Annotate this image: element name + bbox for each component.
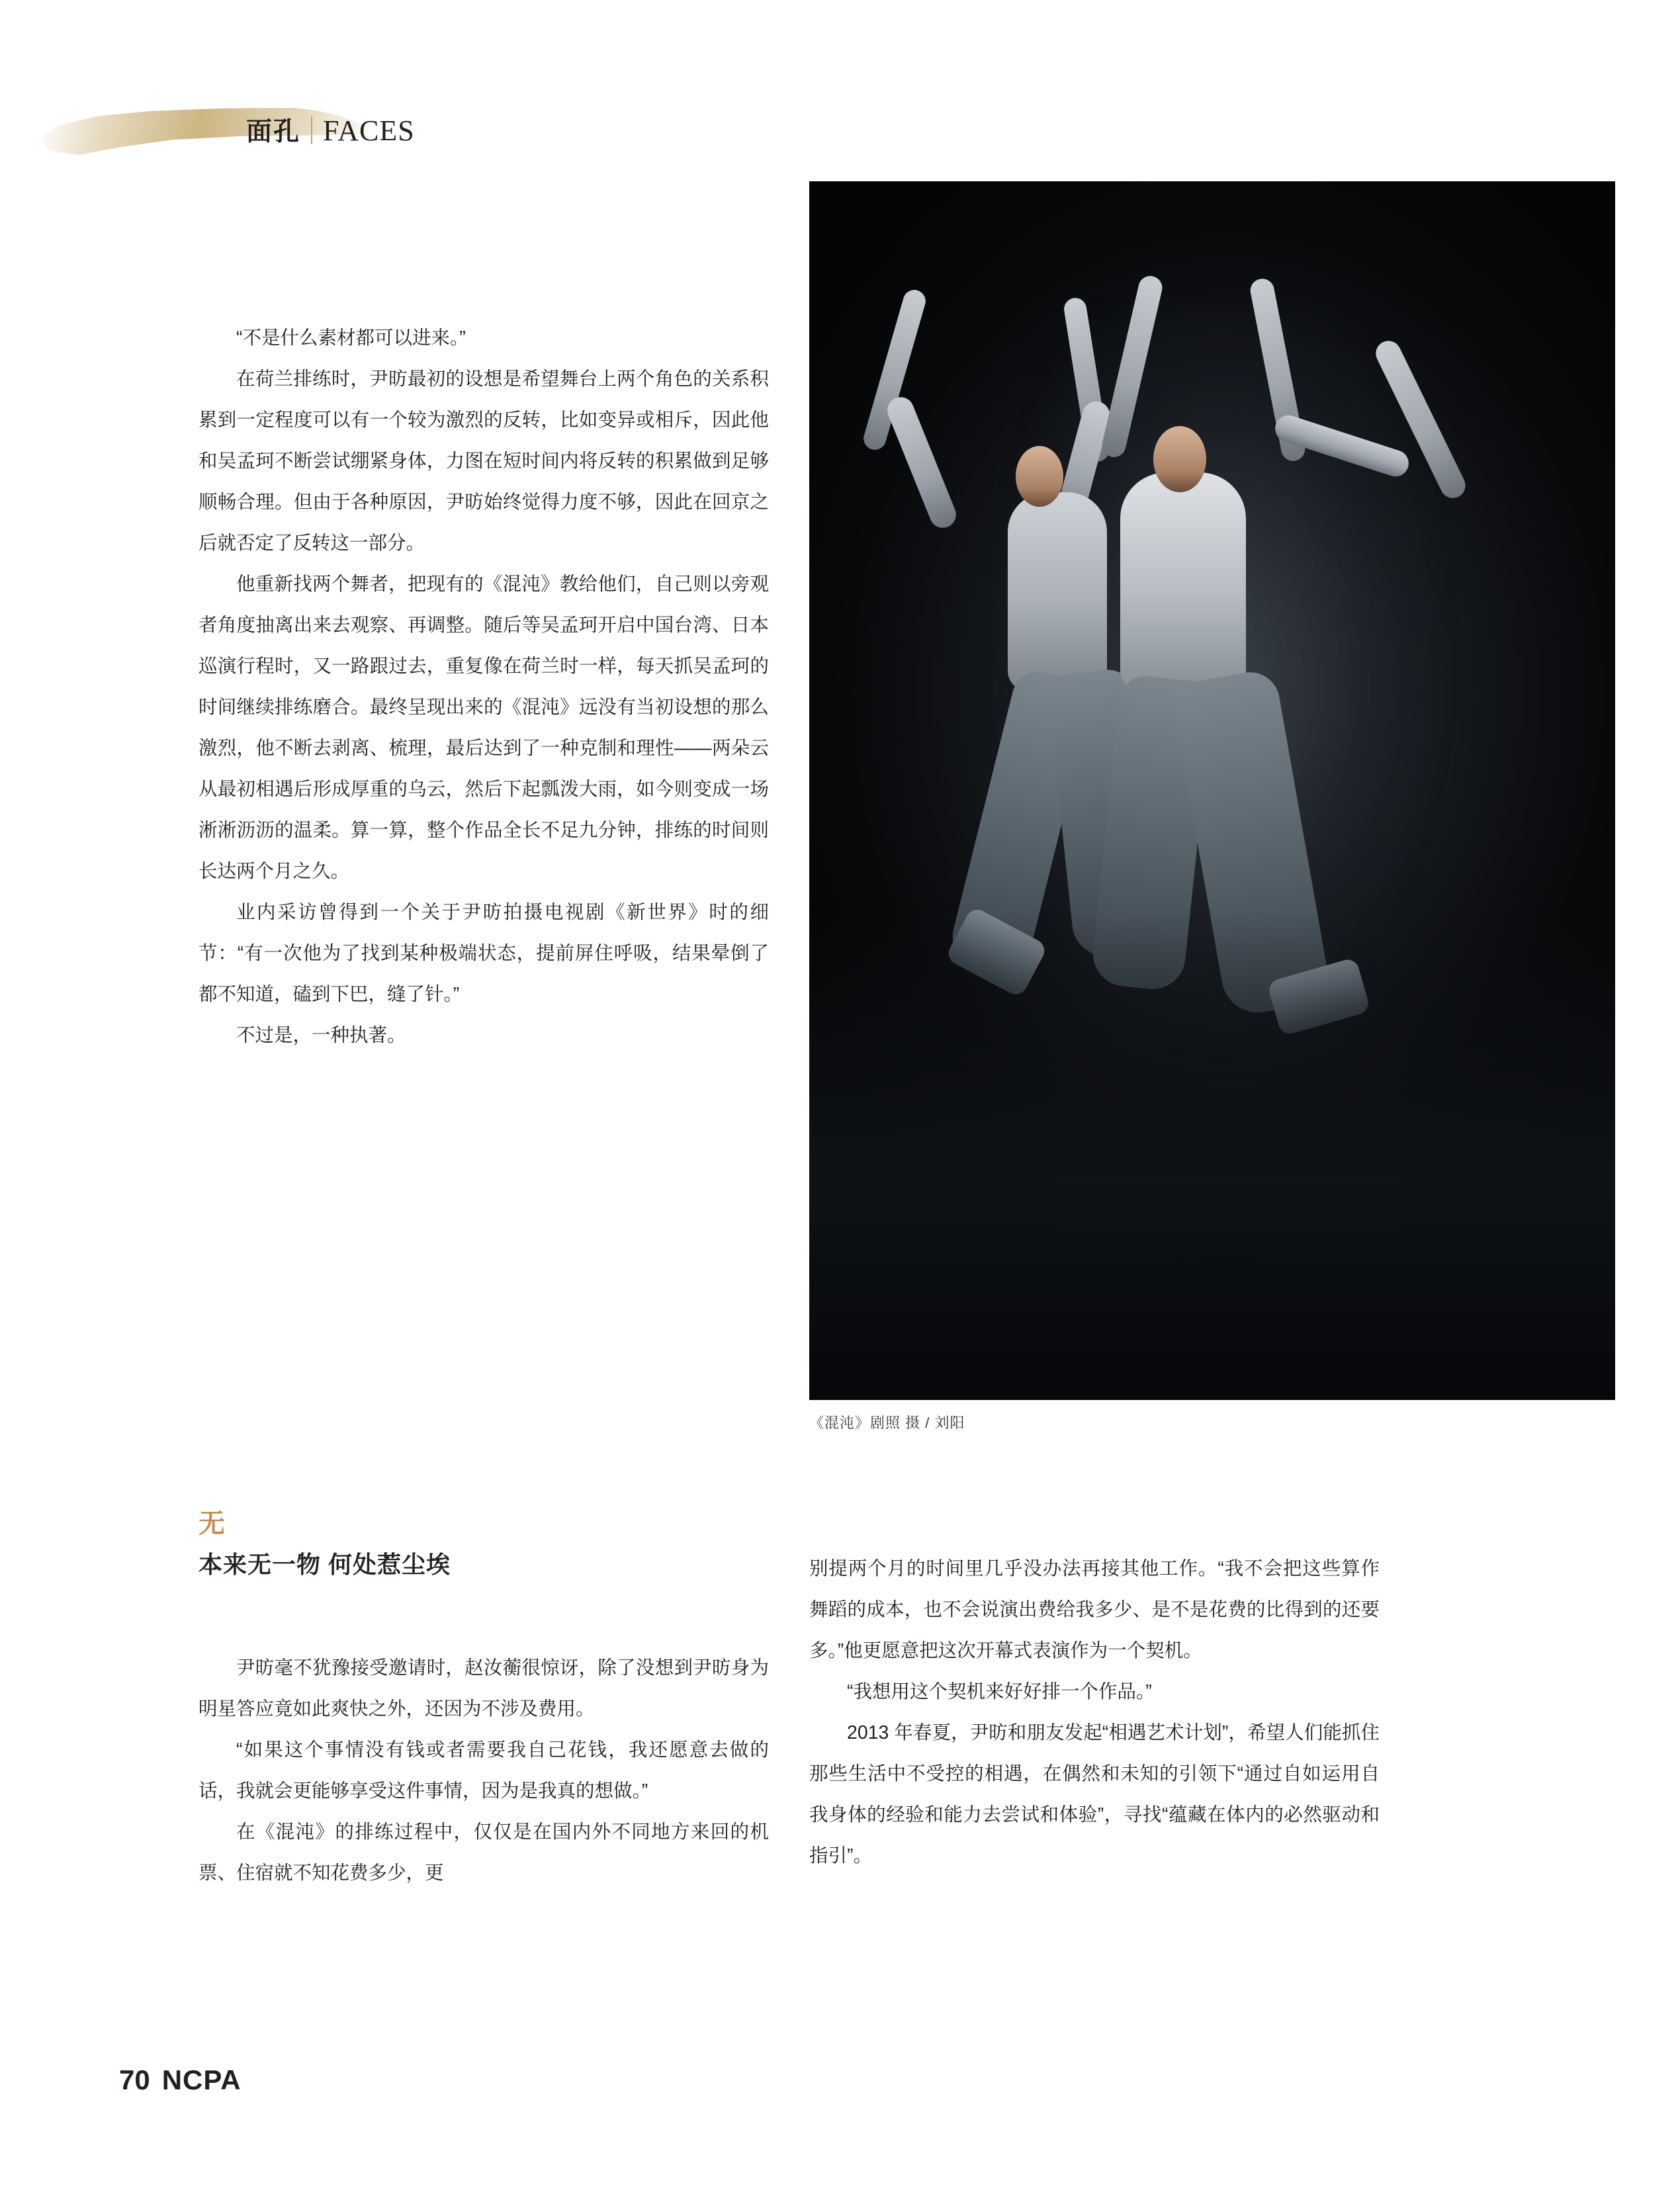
paragraph: 别提两个月的时间里几乎没办法再接其他工作。“我不会把这些算作舞蹈的成本，也不会说演出费给我多少、是不是花费的比得到的还要多。”他更愿意把这次开幕式表演作为一个契机。 (809, 1558, 1380, 1661)
publication-brand: NCPA (161, 2064, 242, 2095)
page-footer (119, 2064, 242, 2096)
paragraph: “如果这个事情没有钱或者需要我自己花钱，我还愿意去做的话，我就会更能够享受这件事情，因为是我真的想做。” (199, 1739, 769, 1802)
paragraph: 2013 年春夏，尹昉和朋友发起“相遇艺术计划”，希望人们能抓住那些生活中不受控的相遇，在偶然和未知的引领下“通过自如运用自我身体的经验和能力去尝试和体验”，寻找“蕴藏在体内的必然驱动和指引”。 (809, 1722, 1380, 1866)
article-left-column-bottom (199, 1647, 769, 1894)
paragraph: 在《混沌》的排练过程中，仅仅是在国内外不同地方来回的机票、住宿就不知花费多少，更 (199, 1821, 769, 1884)
photo-caption: 《混沌》剧照 摄 / 刘阳 (809, 1415, 965, 1431)
paragraph: “不是什么素材都可以进来。” (236, 328, 466, 349)
section-heading (199, 1505, 769, 1585)
section-title-english: FACES (323, 114, 415, 147)
section-heading-mark: 无 (199, 1509, 225, 1538)
paragraph: 他重新找两个舞者，把现有的《混沌》教给他们，自己则以旁观者角度抽离出来去观察、再调整。随后等吴孟珂开启中国台湾、日本巡演行程时，又一路跟过去，重复像在荷兰时一样，每天抓吴孟珂的时间继续排练磨合。最终呈现出来的《混沌》远没有当初设想的那么激烈，他不断去剥离、梳理，最后达到了一种克制和理性——两朵云从最初相遇后形成厚重的乌云，然后下起瓢泼大雨，如今则变成一场淅淅沥沥的温柔。算一算，整个作品全长不足九分钟，排练的时间则长达两个月之久。 (199, 574, 769, 882)
paragraph: 不过是，一种执著。 (236, 1025, 406, 1046)
stage-floor (809, 912, 1615, 1400)
page-number: 70 (119, 2064, 150, 2095)
article-left-column-top (199, 318, 769, 1056)
paragraph: “我想用这个契机来好好排一个作品。” (847, 1681, 1152, 1702)
article-right-column-bottom (809, 1548, 1380, 1876)
section-title-group (246, 111, 415, 148)
paragraph: 在荷兰排练时，尹昉最初的设想是希望舞台上两个角色的关系积累到一定程度可以有一个较为激烈的反转，比如变异或相斥，因此他和吴孟珂不断尝试绷紧身体，力图在短时间内将反转的积累做到足够顺畅合理。但由于各种原因，尹昉始终觉得力度不够，因此在回京之后就否定了反转这一部分。 (199, 369, 769, 554)
section-title-chinese: 面孔 (246, 118, 301, 146)
paragraph: 尹昉毫不犹豫接受邀请时，赵汝蘅很惊讶，除了没想到尹昉身为明星答应竟如此爽快之外，还因为不涉及费用。 (199, 1657, 769, 1720)
title-divider (311, 116, 312, 144)
section-heading-title: 本来无一物 何处惹尘埃 (199, 1551, 451, 1578)
dance-performance-photo (809, 181, 1615, 1400)
paragraph: 业内采访曾得到一个关于尹昉拍摄电视剧《新世界》时的细节：“有一次他为了找到某种极端状态，提前屏住呼吸，结果晕倒了都不知道，磕到下巴，缝了针。” (199, 902, 769, 1005)
